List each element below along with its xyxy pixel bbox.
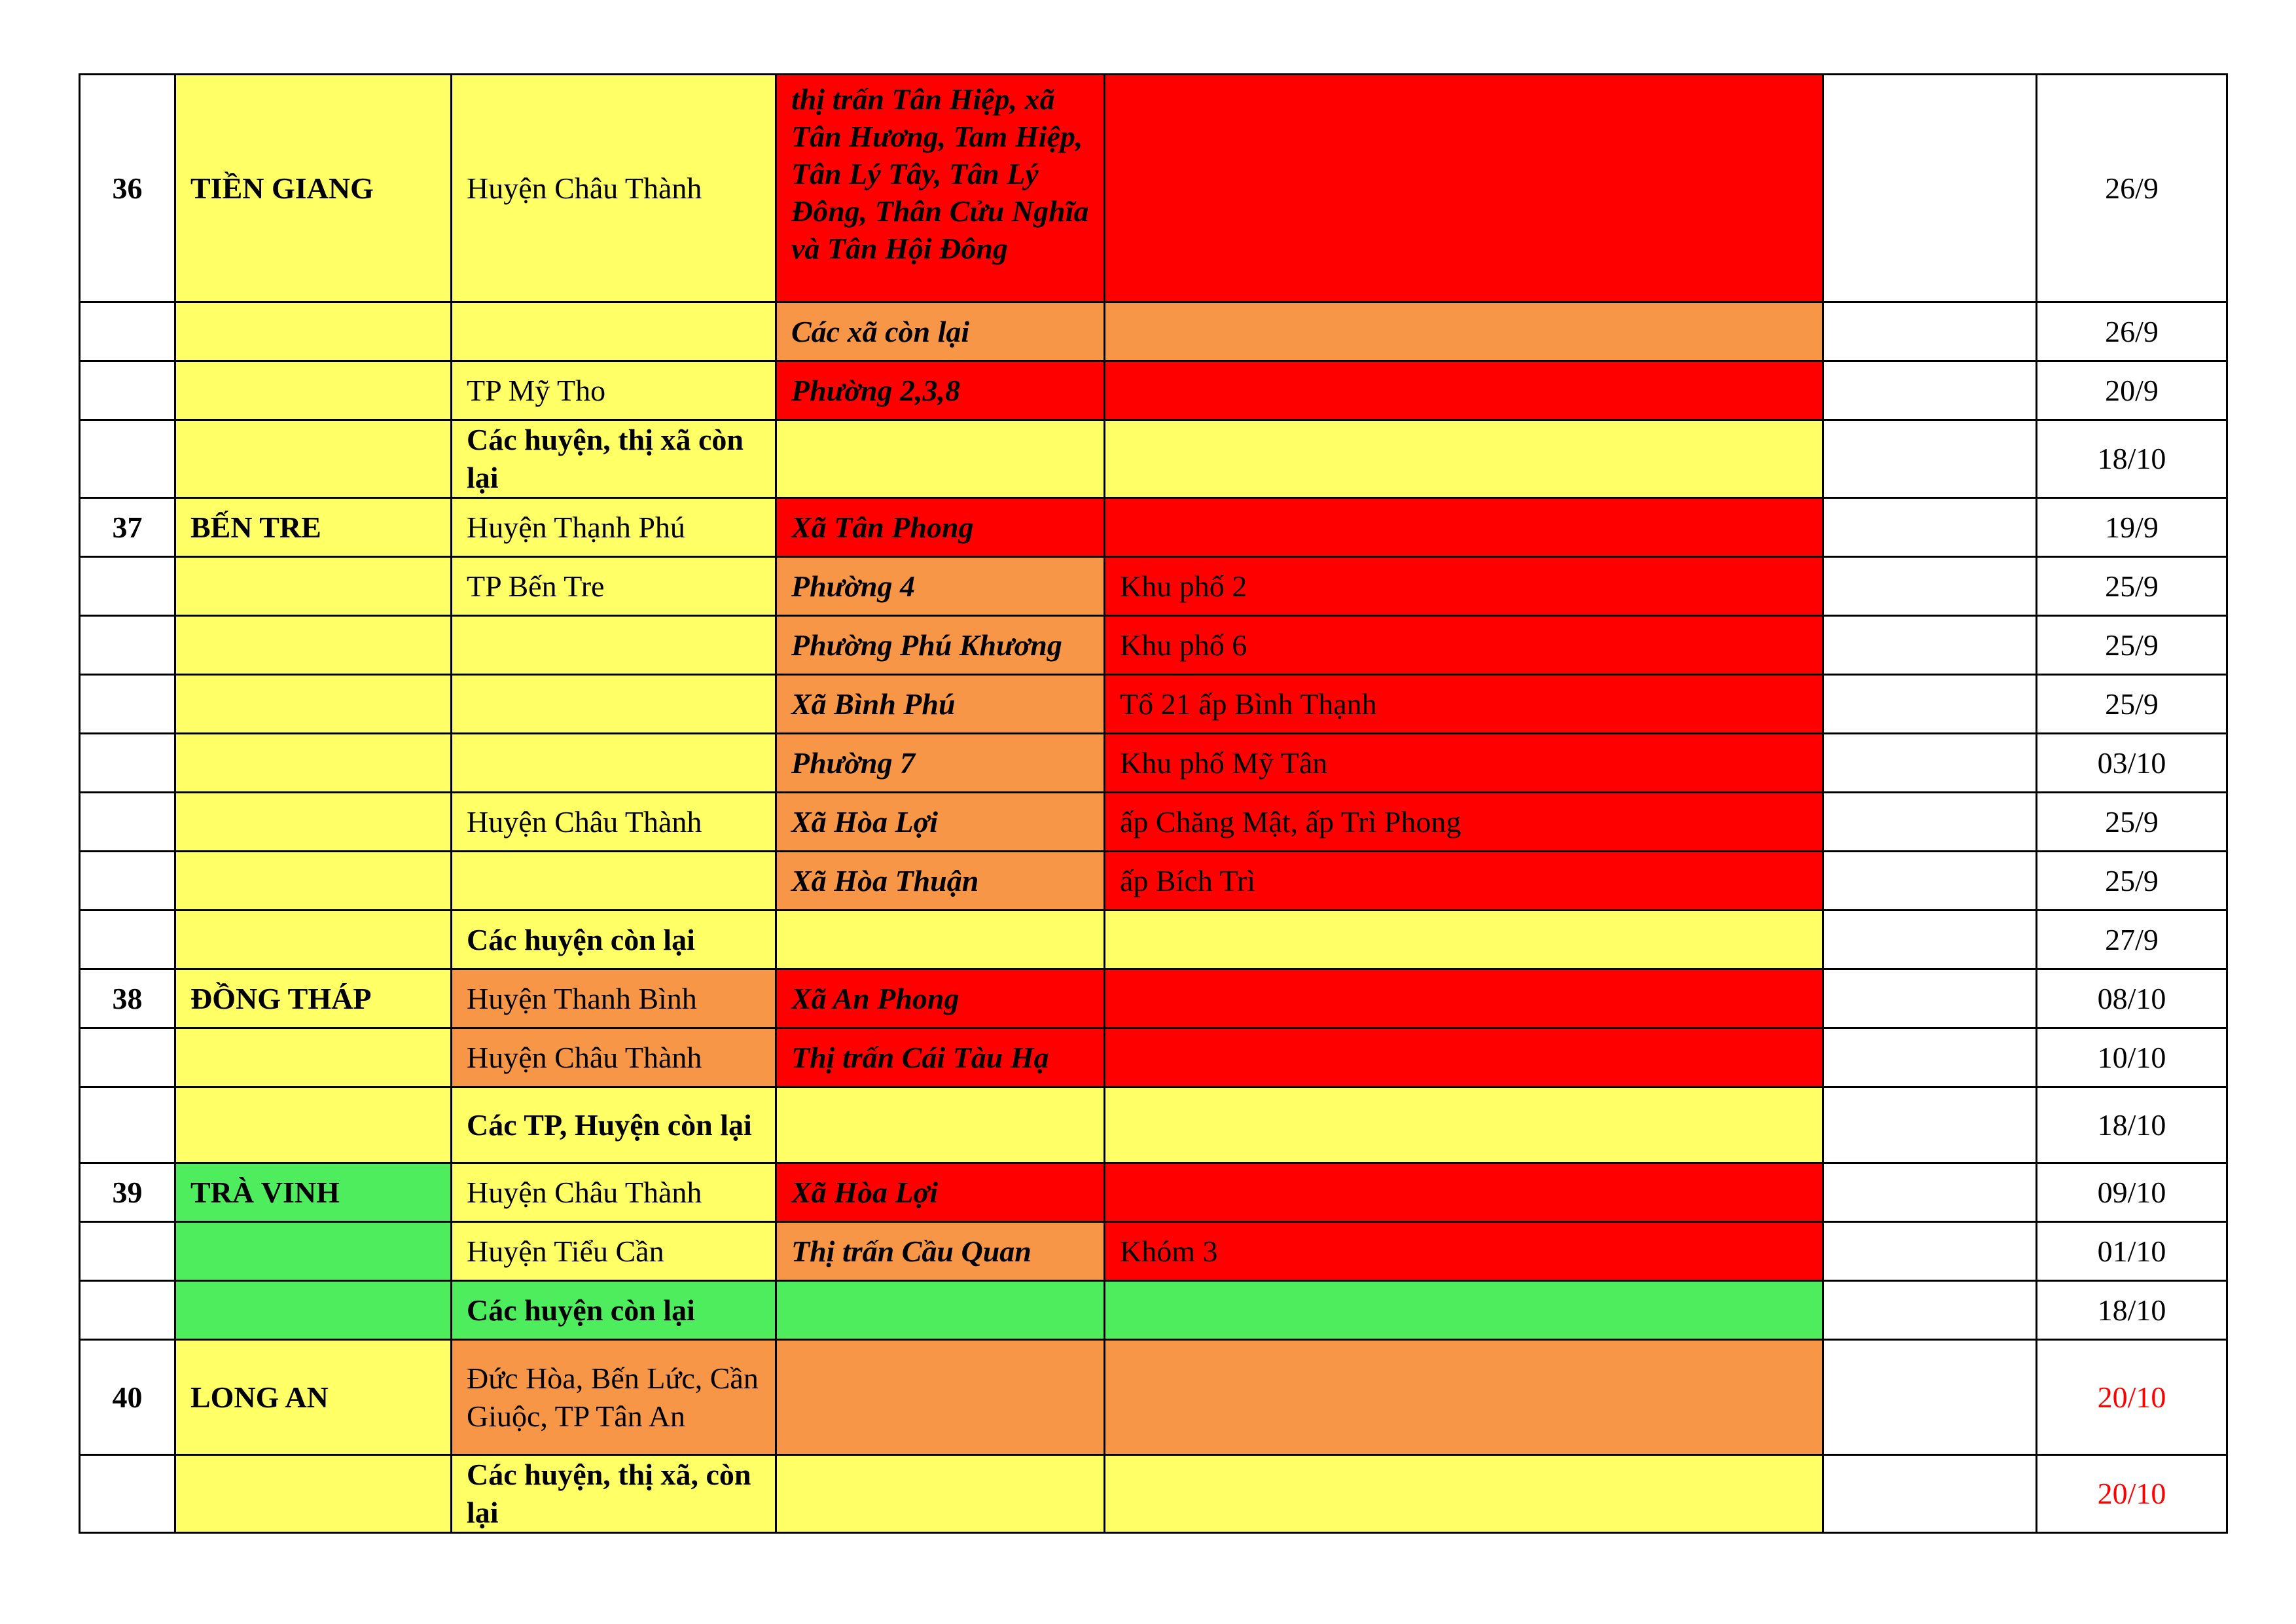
district-cell: Huyện Tiểu Cần — [452, 1222, 776, 1281]
table-row — [80, 616, 2227, 675]
extra-cell — [1823, 1028, 2037, 1087]
table-row — [80, 852, 2227, 911]
district-cell: Huyện Thanh Bình — [452, 969, 776, 1028]
commune-cell — [776, 1455, 1105, 1533]
commune-cell: Xã Bình Phú — [776, 675, 1105, 734]
province-cell — [175, 302, 452, 361]
province-cell — [175, 616, 452, 675]
province-cell — [175, 557, 452, 616]
detail-cell: ấp Bích Trì — [1105, 852, 1823, 911]
extra-cell — [1823, 911, 2037, 969]
stt-cell — [80, 557, 175, 616]
province-cell — [175, 1222, 452, 1281]
stt-cell — [80, 852, 175, 911]
detail-cell — [1105, 1087, 1823, 1163]
stt-cell — [80, 1028, 175, 1087]
stt-cell — [80, 911, 175, 969]
province-cell — [175, 852, 452, 911]
table-row — [80, 1281, 2227, 1340]
table-row — [80, 361, 2227, 420]
extra-cell — [1823, 302, 2037, 361]
province-cell — [175, 420, 452, 498]
stt-cell — [80, 1087, 175, 1163]
commune-cell: Phường 7 — [776, 734, 1105, 793]
detail-cell: Khóm 3 — [1105, 1222, 1823, 1281]
commune-cell: Xã An Phong — [776, 969, 1105, 1028]
date-cell: 18/10 — [2037, 1087, 2227, 1163]
date-cell: 19/9 — [2037, 498, 2227, 557]
extra-cell — [1823, 361, 2037, 420]
stt-cell — [80, 420, 175, 498]
district-cell: Huyện Thạnh Phú — [452, 498, 776, 557]
commune-cell — [776, 911, 1105, 969]
stt-cell: 37 — [80, 498, 175, 557]
date-cell: 03/10 — [2037, 734, 2227, 793]
date-cell: 01/10 — [2037, 1222, 2227, 1281]
table-row — [80, 1028, 2227, 1087]
table-row — [80, 557, 2227, 616]
detail-cell — [1105, 302, 1823, 361]
date-cell: 09/10 — [2037, 1163, 2227, 1222]
extra-cell — [1823, 734, 2037, 793]
stt-cell — [80, 361, 175, 420]
district-cell: Các TP, Huyện còn lại — [452, 1087, 776, 1163]
commune-cell: Xã Hòa Thuận — [776, 852, 1105, 911]
date-cell: 25/9 — [2037, 675, 2227, 734]
detail-cell — [1105, 1340, 1823, 1455]
district-cell: Các huyện, thị xã còn lại — [452, 420, 776, 498]
extra-cell — [1823, 616, 2037, 675]
stt-cell: 36 — [80, 75, 175, 302]
district-cell — [452, 616, 776, 675]
table-row — [80, 734, 2227, 793]
commune-cell: Phường Phú Khương — [776, 616, 1105, 675]
table-row — [80, 675, 2227, 734]
province-cell — [175, 1087, 452, 1163]
commune-cell: Thị trấn Cầu Quan — [776, 1222, 1105, 1281]
extra-cell — [1823, 1087, 2037, 1163]
detail-cell: Khu phố Mỹ Tân — [1105, 734, 1823, 793]
table-row — [80, 1163, 2227, 1222]
date-cell: 20/9 — [2037, 361, 2227, 420]
stt-cell — [80, 1222, 175, 1281]
commune-cell: Xã Hòa Lợi — [776, 1163, 1105, 1222]
commune-cell — [776, 1087, 1105, 1163]
detail-cell — [1105, 361, 1823, 420]
commune-cell: Phường 4 — [776, 557, 1105, 616]
detail-cell — [1105, 498, 1823, 557]
stt-cell — [80, 302, 175, 361]
detail-cell — [1105, 75, 1823, 302]
date-cell: 18/10 — [2037, 1281, 2227, 1340]
table-row — [80, 1087, 2227, 1163]
stt-cell — [80, 1281, 175, 1340]
stt-cell: 39 — [80, 1163, 175, 1222]
date-cell: 08/10 — [2037, 969, 2227, 1028]
province-cell — [175, 734, 452, 793]
detail-cell — [1105, 1455, 1823, 1533]
date-cell: 26/9 — [2037, 75, 2227, 302]
province-cell: LONG AN — [175, 1340, 452, 1455]
date-cell: 25/9 — [2037, 557, 2227, 616]
district-cell — [452, 734, 776, 793]
detail-cell: Tổ 21 ấp Bình Thạnh — [1105, 675, 1823, 734]
province-cell — [175, 675, 452, 734]
table-row — [80, 969, 2227, 1028]
extra-cell — [1823, 1281, 2037, 1340]
province-cell — [175, 1028, 452, 1087]
date-cell: 20/10 — [2037, 1340, 2227, 1455]
extra-cell — [1823, 557, 2037, 616]
commune-cell — [776, 1281, 1105, 1340]
table-row — [80, 911, 2227, 969]
date-cell: 26/9 — [2037, 302, 2227, 361]
detail-cell: ấp Chăng Mật, ấp Trì Phong — [1105, 793, 1823, 852]
province-cell — [175, 911, 452, 969]
province-cell: TRÀ VINH — [175, 1163, 452, 1222]
date-cell: 25/9 — [2037, 793, 2227, 852]
commune-cell — [776, 420, 1105, 498]
detail-cell — [1105, 1163, 1823, 1222]
table-row — [80, 302, 2227, 361]
extra-cell — [1823, 793, 2037, 852]
commune-cell: Thị trấn Cái Tàu Hạ — [776, 1028, 1105, 1087]
district-cell: Các huyện, thị xã, còn lại — [452, 1455, 776, 1533]
stt-cell — [80, 1455, 175, 1533]
extra-cell — [1823, 1163, 2037, 1222]
district-cell — [452, 675, 776, 734]
province-cell: ĐỒNG THÁP — [175, 969, 452, 1028]
date-cell: 25/9 — [2037, 616, 2227, 675]
district-cell: Các huyện còn lại — [452, 911, 776, 969]
date-cell: 25/9 — [2037, 852, 2227, 911]
commune-cell: Các xã còn lại — [776, 302, 1105, 361]
stt-cell: 38 — [80, 969, 175, 1028]
district-cell: Đức Hòa, Bến Lức, Cần Giuộc, TP Tân An — [452, 1340, 776, 1455]
province-cell — [175, 361, 452, 420]
extra-cell — [1823, 675, 2037, 734]
stt-cell — [80, 675, 175, 734]
detail-cell: Khu phố 6 — [1105, 616, 1823, 675]
table-row — [80, 1455, 2227, 1533]
district-cell: TP Bến Tre — [452, 557, 776, 616]
commune-cell — [776, 1340, 1105, 1455]
detail-cell — [1105, 420, 1823, 498]
province-cell — [175, 793, 452, 852]
province-cell: BẾN TRE — [175, 498, 452, 557]
table-row — [80, 498, 2227, 557]
province-cell — [175, 1281, 452, 1340]
district-cell: TP Mỹ Tho — [452, 361, 776, 420]
extra-cell — [1823, 852, 2037, 911]
district-cell: Các huyện còn lại — [452, 1281, 776, 1340]
province-cell: TIỀN GIANG — [175, 75, 452, 302]
district-cell: Huyện Châu Thành — [452, 75, 776, 302]
date-cell: 27/9 — [2037, 911, 2227, 969]
commune-cell: Xã Tân Phong — [776, 498, 1105, 557]
province-cell — [175, 1455, 452, 1533]
district-cell: Huyện Châu Thành — [452, 1163, 776, 1222]
detail-cell: Khu phố 2 — [1105, 557, 1823, 616]
extra-cell — [1823, 1340, 2037, 1455]
date-cell: 18/10 — [2037, 420, 2227, 498]
commune-cell: thị trấn Tân Hiệp, xã Tân Hương, Tam Hiệp, Tân Lý Tây, Tân Lý Đông, Thân Cửu Nghĩa và Tân Hội Đông — [776, 75, 1105, 302]
stt-cell — [80, 793, 175, 852]
district-cell: Huyện Châu Thành — [452, 793, 776, 852]
district-cell: Huyện Châu Thành — [452, 1028, 776, 1087]
table-row — [80, 420, 2227, 498]
detail-cell — [1105, 1281, 1823, 1340]
date-cell: 10/10 — [2037, 1028, 2227, 1087]
date-cell: 20/10 — [2037, 1455, 2227, 1533]
extra-cell — [1823, 1222, 2037, 1281]
commune-cell: Xã Hòa Lợi — [776, 793, 1105, 852]
district-cell — [452, 852, 776, 911]
stt-cell — [80, 734, 175, 793]
extra-cell — [1823, 969, 2037, 1028]
detail-cell — [1105, 911, 1823, 969]
extra-cell — [1823, 498, 2037, 557]
detail-cell — [1105, 969, 1823, 1028]
table-row — [80, 1222, 2227, 1281]
table-row — [80, 1340, 2227, 1455]
extra-cell — [1823, 1455, 2037, 1533]
stt-cell: 40 — [80, 1340, 175, 1455]
stt-cell — [80, 616, 175, 675]
extra-cell — [1823, 420, 2037, 498]
extra-cell — [1823, 75, 2037, 302]
zoning-table — [79, 73, 2228, 1534]
detail-cell — [1105, 1028, 1823, 1087]
district-cell — [452, 302, 776, 361]
commune-cell: Phường 2,3,8 — [776, 361, 1105, 420]
table-row — [80, 75, 2227, 302]
table-row — [80, 793, 2227, 852]
